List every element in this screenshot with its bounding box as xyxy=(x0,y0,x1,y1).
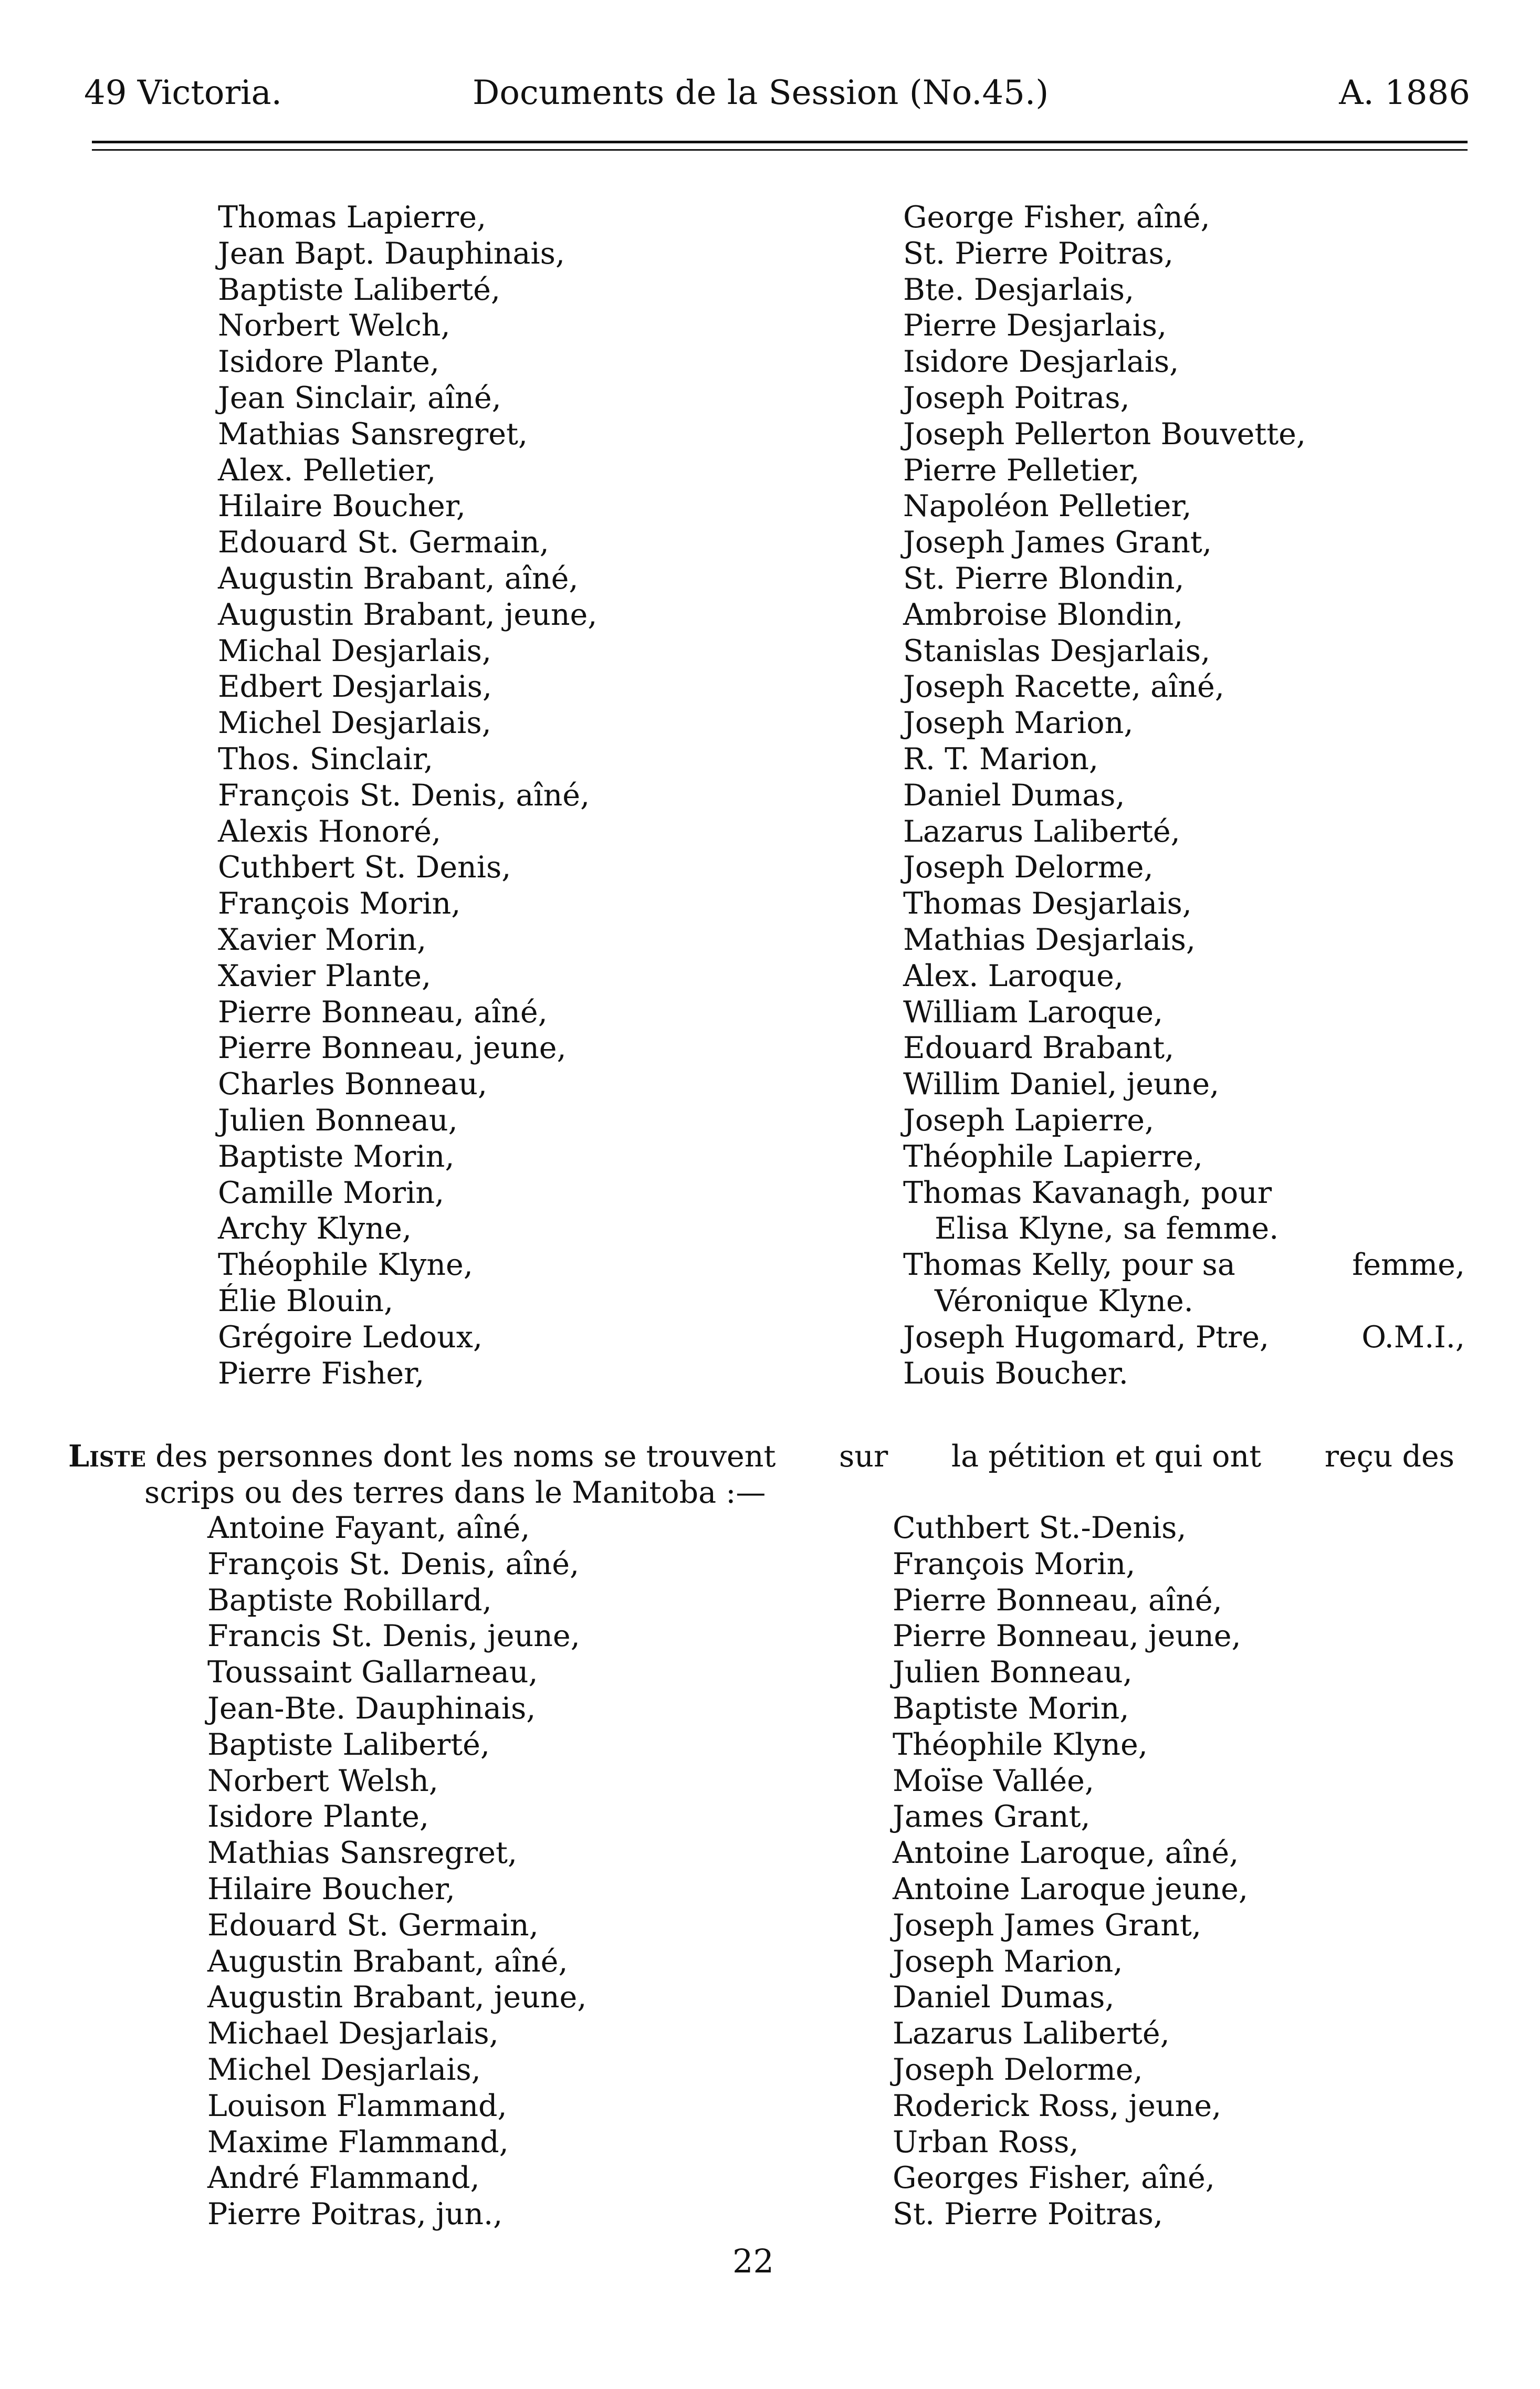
list-item: Augustin Brabant, aîné, xyxy=(218,561,579,596)
list-item: St. Pierre Poitras, xyxy=(903,236,1174,271)
liste-text: reçu des xyxy=(1324,1439,1454,1474)
header-volume: 49 Victoria. xyxy=(84,74,282,112)
list-item: Joseph Delorme, xyxy=(903,850,1154,885)
list-item: Jean-Bte. Dauphinais, xyxy=(207,1691,536,1726)
list-item: Daniel Dumas, xyxy=(903,778,1125,813)
scrip-list-right-column xyxy=(893,1510,1248,2233)
list-item: James Grant, xyxy=(893,1799,1091,1835)
liste-line-2: scrips ou des terres dans le Manitoba :— xyxy=(144,1475,766,1510)
list-item: Pierre Pelletier, xyxy=(903,453,1140,488)
list-item: Michal Desjarlais, xyxy=(218,633,491,668)
list-item: Alex. Pelletier, xyxy=(218,453,436,488)
list-item: Michael Desjarlais, xyxy=(207,2016,499,2051)
liste-text: des personnes dont les noms se trouvent xyxy=(155,1439,776,1474)
list-item: Antoine Laroque jeune, xyxy=(893,1871,1249,1906)
list-item: Hilaire Boucher, xyxy=(207,1871,455,1906)
list-item: Toussaint Gallarneau, xyxy=(207,1655,538,1690)
petitioners-list-right-column xyxy=(903,200,1465,1391)
list-item: Théophile Lapierre, xyxy=(903,1139,1203,1174)
list-item: Joseph Lapierre, xyxy=(903,1103,1155,1138)
list-item: Thomas Desjarlais, xyxy=(903,886,1192,921)
liste-line-1 xyxy=(68,1439,1454,1475)
list-item: Willim Daniel, jeune, xyxy=(903,1067,1220,1102)
list-item: Joseph Marion, xyxy=(893,1944,1123,1979)
list-item: Lazarus Laliberté, xyxy=(903,814,1180,849)
list-item: Isidore Desjarlais, xyxy=(903,344,1179,380)
list-item: Georges Fisher, aîné, xyxy=(893,2161,1215,2196)
page-number: 22 xyxy=(732,2242,774,2280)
list-item: Baptiste Morin, xyxy=(893,1691,1129,1726)
list-item: Joseph James Grant, xyxy=(903,525,1212,560)
list-item: Michel Desjarlais, xyxy=(218,706,491,741)
list-item: R. T. Marion, xyxy=(903,741,1099,777)
list-item: Julien Bonneau, xyxy=(218,1103,458,1138)
list-item: Norbert Welch, xyxy=(218,308,451,343)
list-item: François St. Denis, aîné, xyxy=(207,1546,580,1581)
list-item: Stanislas Desjarlais, xyxy=(903,633,1211,668)
list-item: Daniel Dumas, xyxy=(893,1980,1115,2015)
list-item xyxy=(903,1247,1465,1283)
list-item: Francis St. Denis, jeune, xyxy=(207,1619,580,1654)
list-item: Pierre Desjarlais, xyxy=(903,308,1167,343)
header-title: Documents de la Session (No.45.) xyxy=(473,74,1049,112)
list-item: Joseph Racette, aîné, xyxy=(903,669,1224,705)
list-item: Augustin Brabant, jeune, xyxy=(207,1980,587,2015)
list-item: Augustin Brabant, jeune, xyxy=(218,597,598,632)
list-item: Mathias Sansregret, xyxy=(218,416,528,452)
list-item: Joseph James Grant, xyxy=(893,1908,1201,1943)
list-item: Thomas Lapierre, xyxy=(218,200,487,235)
liste-text: sur xyxy=(839,1439,888,1474)
list-item: François St. Denis, aîné, xyxy=(218,778,590,813)
list-item: Grégoire Ledoux, xyxy=(218,1319,483,1355)
list-item: Joseph Marion, xyxy=(903,706,1134,741)
list-item: St. Pierre Blondin, xyxy=(903,561,1185,596)
list-item: François Morin, xyxy=(218,886,461,921)
list-item: Edouard St. Germain, xyxy=(218,525,549,560)
list-item: Thomas Kavanagh, pour xyxy=(903,1175,1272,1210)
list-item: François Morin, xyxy=(893,1546,1136,1581)
list-item: Théophile Klyne, xyxy=(893,1727,1148,1762)
header-year: A. 1886 xyxy=(1339,74,1470,112)
list-item: Julien Bonneau, xyxy=(893,1655,1133,1690)
list-item: Archy Klyne, xyxy=(218,1211,412,1246)
list-item: George Fisher, aîné, xyxy=(903,200,1210,235)
list-item: Pierre Bonneau, jeune, xyxy=(893,1619,1241,1654)
list-item: Joseph Poitras, xyxy=(903,380,1130,415)
header-rule-thin xyxy=(92,149,1468,151)
list-item: Baptiste Robillard, xyxy=(207,1583,492,1618)
list-item: Norbert Welsh, xyxy=(207,1763,438,1798)
list-item: Pierre Bonneau, aîné, xyxy=(218,994,548,1030)
list-item: Joseph Delorme, xyxy=(893,2052,1143,2087)
list-item: Urban Ross, xyxy=(893,2124,1079,2160)
header-rule-thick xyxy=(92,141,1468,143)
list-item: Baptiste Morin, xyxy=(218,1139,455,1174)
list-item: Louis Boucher. xyxy=(903,1356,1128,1391)
petitioners-list-right-names xyxy=(903,200,1465,1211)
list-item: Cuthbert St.-Denis, xyxy=(893,1511,1187,1545)
list-item: Edouard Brabant, xyxy=(903,1031,1175,1066)
list-item: Baptiste Laliberté, xyxy=(207,1727,490,1762)
list-item: Véronique Klyne. xyxy=(935,1283,1193,1318)
list-item: Napoléon Pelletier, xyxy=(903,489,1192,524)
list-item: Mathias Sansregret, xyxy=(207,1836,518,1871)
list-item: Camille Morin, xyxy=(218,1175,445,1210)
list-item: Mathias Desjarlais, xyxy=(903,922,1196,957)
list-item: Louison Flammand, xyxy=(207,2088,507,2123)
list-item: St. Pierre Poitras, xyxy=(893,2197,1163,2232)
list-item: Michel Desjarlais, xyxy=(207,2052,481,2087)
list-item: Maxime Flammand, xyxy=(207,2124,509,2160)
list-item: Edouard St. Germain, xyxy=(207,1908,539,1943)
list-item: Isidore Plante, xyxy=(207,1799,429,1835)
list-item: Alexis Honoré, xyxy=(218,814,442,849)
list-item: Jean Bapt. Dauphinais, xyxy=(218,236,565,271)
list-item: Antoine Fayant, aîné, xyxy=(207,1511,530,1545)
list-item: Bte. Desjarlais, xyxy=(903,272,1135,307)
list-item: Alex. Laroque, xyxy=(903,958,1124,993)
list-item: Moïse Vallée, xyxy=(893,1763,1094,1798)
petitioners-list-left-column xyxy=(218,200,597,1391)
list-item: Xavier Morin, xyxy=(218,922,427,957)
list-item-text: femme, xyxy=(1352,1248,1465,1283)
list-item: Lazarus Laliberté, xyxy=(893,2016,1170,2051)
list-item: Pierre Bonneau, jeune, xyxy=(218,1031,567,1066)
list-item: Hilaire Boucher, xyxy=(218,489,466,524)
list-item: Ambroise Blondin, xyxy=(903,597,1183,632)
list-item: Pierre Poitras, jun., xyxy=(207,2197,503,2232)
list-item: Antoine Laroque, aîné, xyxy=(893,1836,1239,1871)
list-item: André Flammand, xyxy=(207,2161,480,2196)
list-item: Isidore Plante, xyxy=(218,344,439,380)
list-item: Cuthbert St. Denis, xyxy=(218,850,511,885)
list-item-text: Thomas Kelly, pour sa xyxy=(903,1248,1235,1283)
list-item: Thos. Sinclair, xyxy=(218,741,433,777)
running-header xyxy=(84,74,1470,116)
list-item xyxy=(903,1319,1465,1356)
list-item: Élie Blouin, xyxy=(218,1283,394,1318)
list-item: Xavier Plante, xyxy=(218,958,432,993)
list-item: Edbert Desjarlais, xyxy=(218,669,492,705)
list-item: Joseph Pellerton Bouvette, xyxy=(903,416,1306,452)
liste-paragraph xyxy=(68,1439,1454,1511)
list-item: Baptiste Laliberté, xyxy=(218,272,501,307)
liste-text: la pétition et qui ont xyxy=(951,1439,1262,1474)
list-item: Pierre Bonneau, aîné, xyxy=(893,1583,1222,1618)
list-item: Pierre Fisher, xyxy=(218,1356,425,1391)
liste-line-1-part xyxy=(68,1439,776,1475)
list-item: William Laroque, xyxy=(903,994,1164,1030)
list-item: Elisa Klyne, sa femme. xyxy=(935,1211,1279,1246)
list-item: Roderick Ross, jeune, xyxy=(893,2088,1222,2123)
list-item: Augustin Brabant, aîné, xyxy=(207,1944,568,1979)
list-item-text: Joseph Hugomard, Ptre, xyxy=(903,1319,1270,1355)
list-item: Charles Bonneau, xyxy=(218,1067,488,1102)
list-item: Théophile Klyne, xyxy=(218,1248,473,1283)
scrip-list-left-column xyxy=(207,1510,586,2233)
liste-lead-word: Liste xyxy=(68,1439,146,1474)
list-item: Jean Sinclair, aîné, xyxy=(218,380,501,415)
list-item-text: O.M.I., xyxy=(1361,1319,1465,1355)
